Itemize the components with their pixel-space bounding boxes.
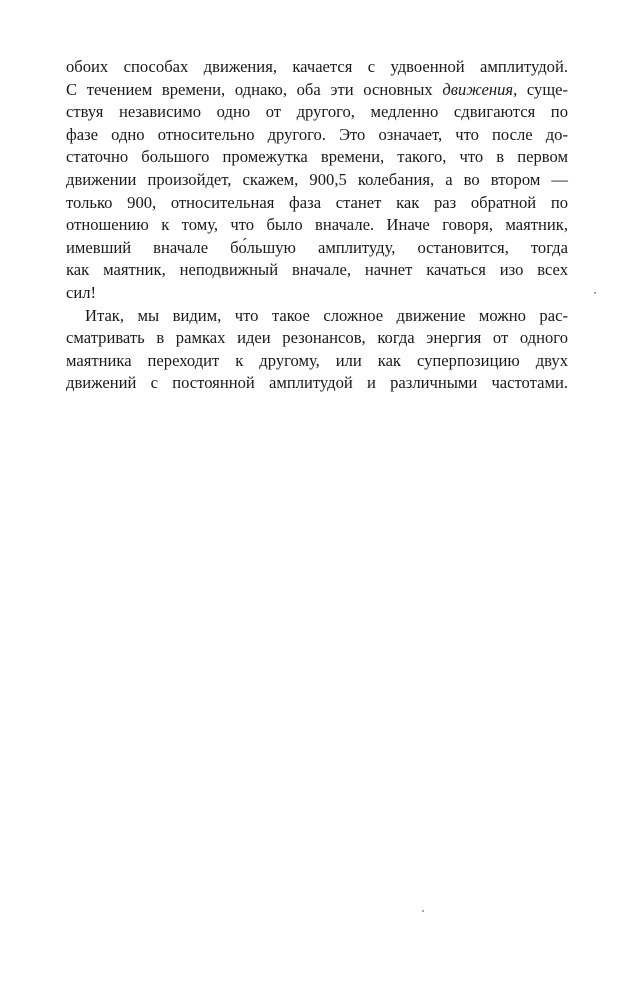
text-line: фазе одно относительно другого. Это означает, что после до- bbox=[66, 124, 568, 144]
italic-term: движения bbox=[442, 79, 514, 99]
text-line: обоих способах движения, качается с удвоенной амплитудой. bbox=[66, 57, 568, 76]
text-line: Итак, мы видим, что такое сложное движение можно рас- bbox=[85, 305, 568, 325]
text-line: сматривать в рамках идеи резонансов, когда энергия от одного bbox=[66, 328, 568, 348]
text-line: ствуя независимо одно от другого, медленно сдвигаются по bbox=[66, 102, 568, 122]
scan-speck bbox=[422, 910, 424, 912]
text-line: имевший вначале бо́льшую амплитуду, остановится, тогда bbox=[66, 237, 568, 257]
text-line-start: С течением времени, однако, оба эти основных bbox=[66, 79, 433, 99]
text-line: отношению к тому, что было вначале. Иначе говоря, маятник, bbox=[66, 215, 568, 235]
text-line: маятника переходит к другому, или как суперпозицию двух bbox=[66, 350, 568, 370]
paragraph-1 bbox=[66, 56, 568, 305]
text-line: движений с постоянной амплитудой и различными частотами. bbox=[66, 373, 568, 393]
paragraph-2 bbox=[66, 305, 568, 395]
text-line: движении произойдет, скажем, 900,5 колебания, а во втором — bbox=[66, 169, 568, 189]
text-line: как маятник, неподвижный вначале, начнет качаться изо всех bbox=[66, 260, 568, 280]
page-text-block bbox=[66, 56, 568, 395]
text-line bbox=[66, 79, 568, 102]
text-line: только 900, относительная фаза станет как раз обратной по bbox=[66, 192, 568, 212]
text-line: статочно большого промежутка времени, такого, что в первом bbox=[66, 147, 568, 167]
scan-speck bbox=[594, 292, 596, 294]
text-line: сил! bbox=[66, 282, 97, 302]
text-line-end: , суще- bbox=[513, 79, 568, 99]
